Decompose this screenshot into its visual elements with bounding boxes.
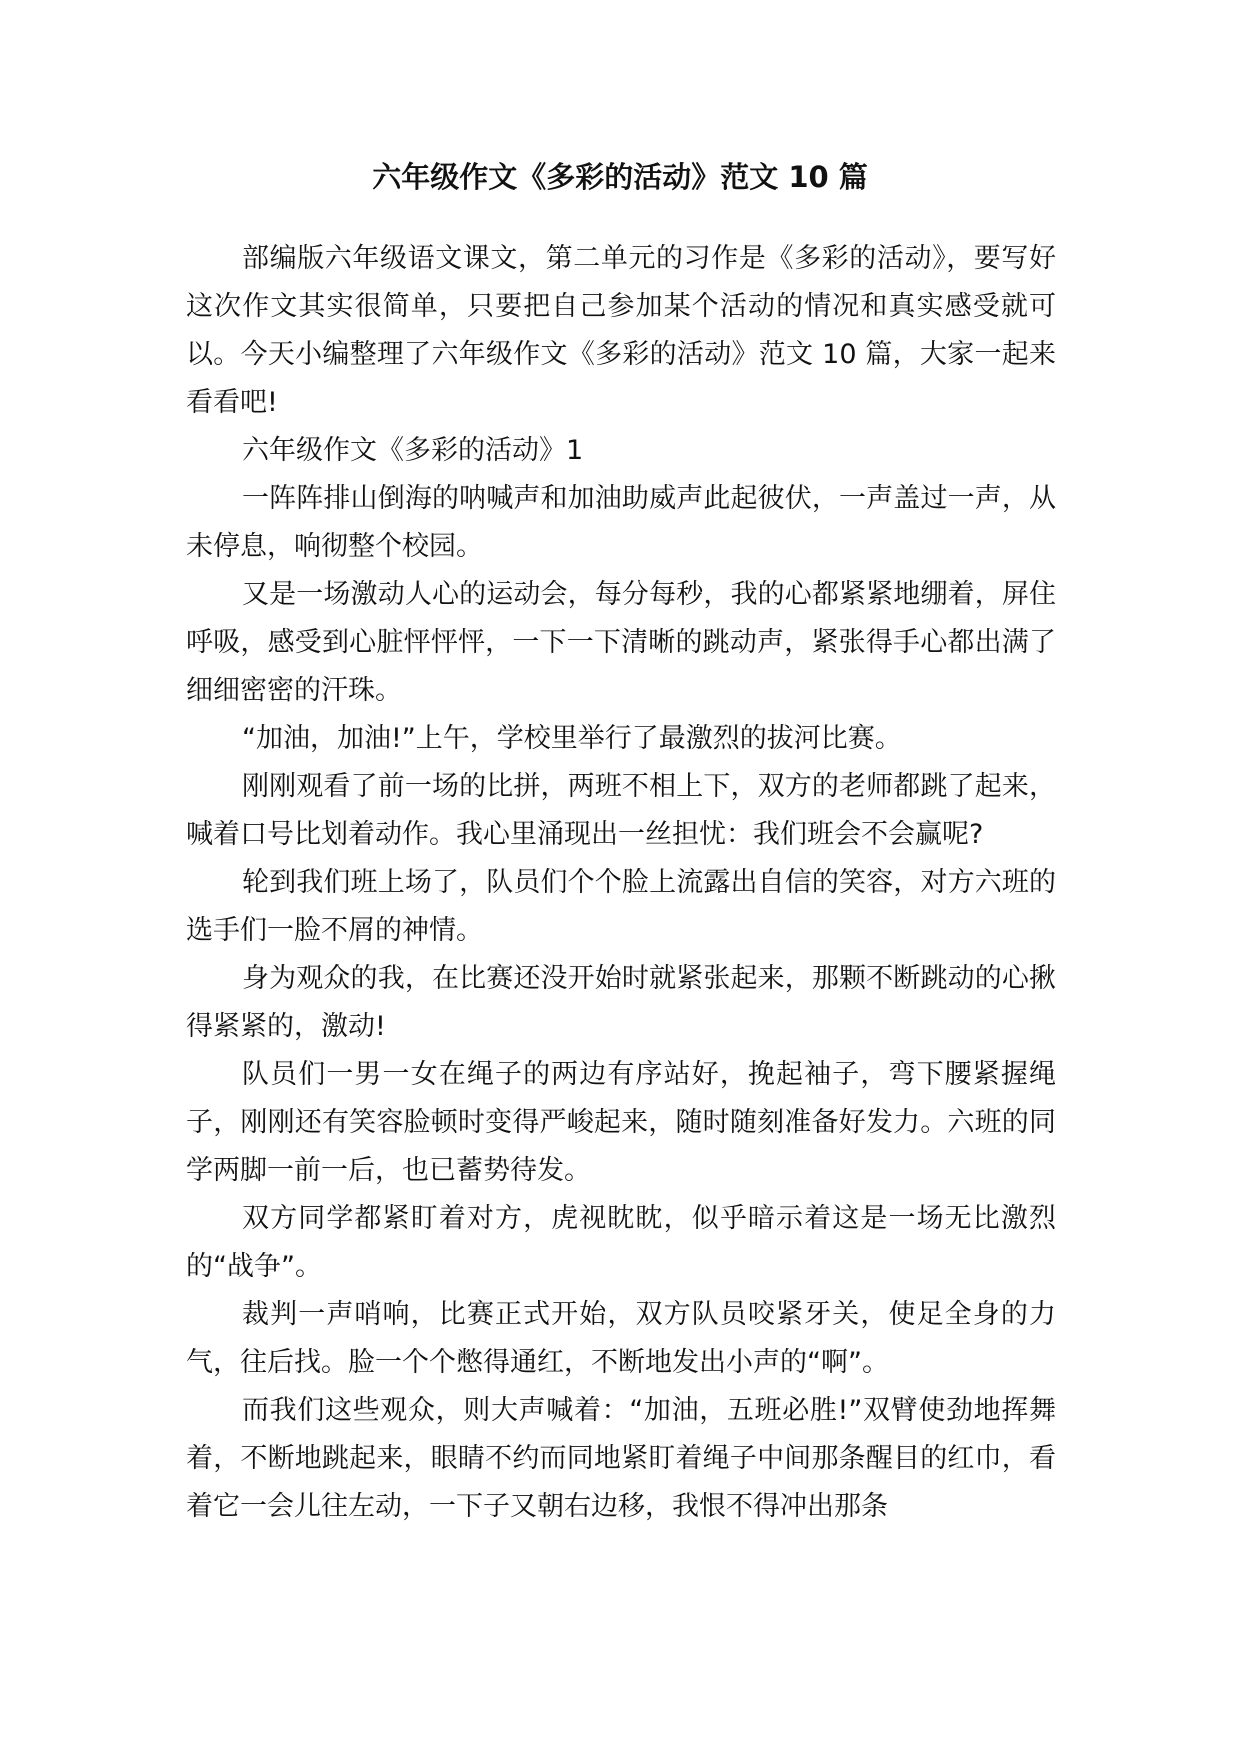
paragraph: 轮到我们班上场了，队员们个个脸上流露出自信的笑容，对方六班的选手们一脸不屑的神情。 [186,867,1056,946]
intro-paragraph: 部编版六年级语文课文，第二单元的习作是《多彩的活动》，要写好这次作文其实很简单，只要把自己参加某个活动的情况和真实感受就可以。今天小编整理了六年级作文《多彩的活动》范文 10 篇，大家一起来看看吧! [186,243,1056,418]
paragraph: 裁判一声哨响，比赛正式开始，双方队员咬紧牙关，使足全身的力气，往后找。脸一个个憋得通红，不断地发出小声的“啊”。 [186,1299,1056,1378]
paragraph: 又是一场激动人心的运动会，每分每秒，我的心都紧紧地绷着，屏住呼吸，感受到心脏怦怦怦，一下一下清晰的跳动声，紧张得手心都出满了细细密密的汗珠。 [186,579,1056,706]
essay-heading: 六年级作文《多彩的活动》1 [242,435,584,466]
paragraph: 而我们这些观众，则大声喊着：“加油，五班必胜!”双臂使劲地挥舞着，不断地跳起来，眼睛不约而同地紧盯着绳子中间那条醒目的红巾，看着它一会儿往左动，一下子又朝右边移，我恨不得冲出那条 [186,1395,1056,1522]
document-title: 六年级作文《多彩的活动》范文 10 篇 [372,160,868,194]
paragraph: 队员们一男一女在绳子的两边有序站好，挽起袖子，弯下腰紧握绳子，刚刚还有笑容脸顿时变得严峻起来，随时随刻准备好发力。六班的同学两脚一前一后，也已蓄势待发。 [186,1059,1056,1186]
paragraph: 双方同学都紧盯着对方，虎视眈眈，似乎暗示着这是一场无比激烈的“战争”。 [186,1203,1056,1282]
paragraph: 刚刚观看了前一场的比拼，两班不相上下，双方的老师都跳了起来，喊着口号比划着动作。我心里涌现出一丝担忧：我们班会不会赢呢? [186,771,1056,850]
paragraph: 一阵阵排山倒海的呐喊声和加油助威声此起彼伏，一声盖过一声，从未停息，响彻整个校园。 [186,483,1056,562]
paragraph: “加油，加油!”上午，学校里举行了最激烈的拔河比赛。 [242,723,902,754]
paragraph: 身为观众的我，在比赛还没开始时就紧张起来，那颗不断跳动的心揪得紧紧的，激动! [186,963,1056,1042]
document-body [186,235,1056,1531]
